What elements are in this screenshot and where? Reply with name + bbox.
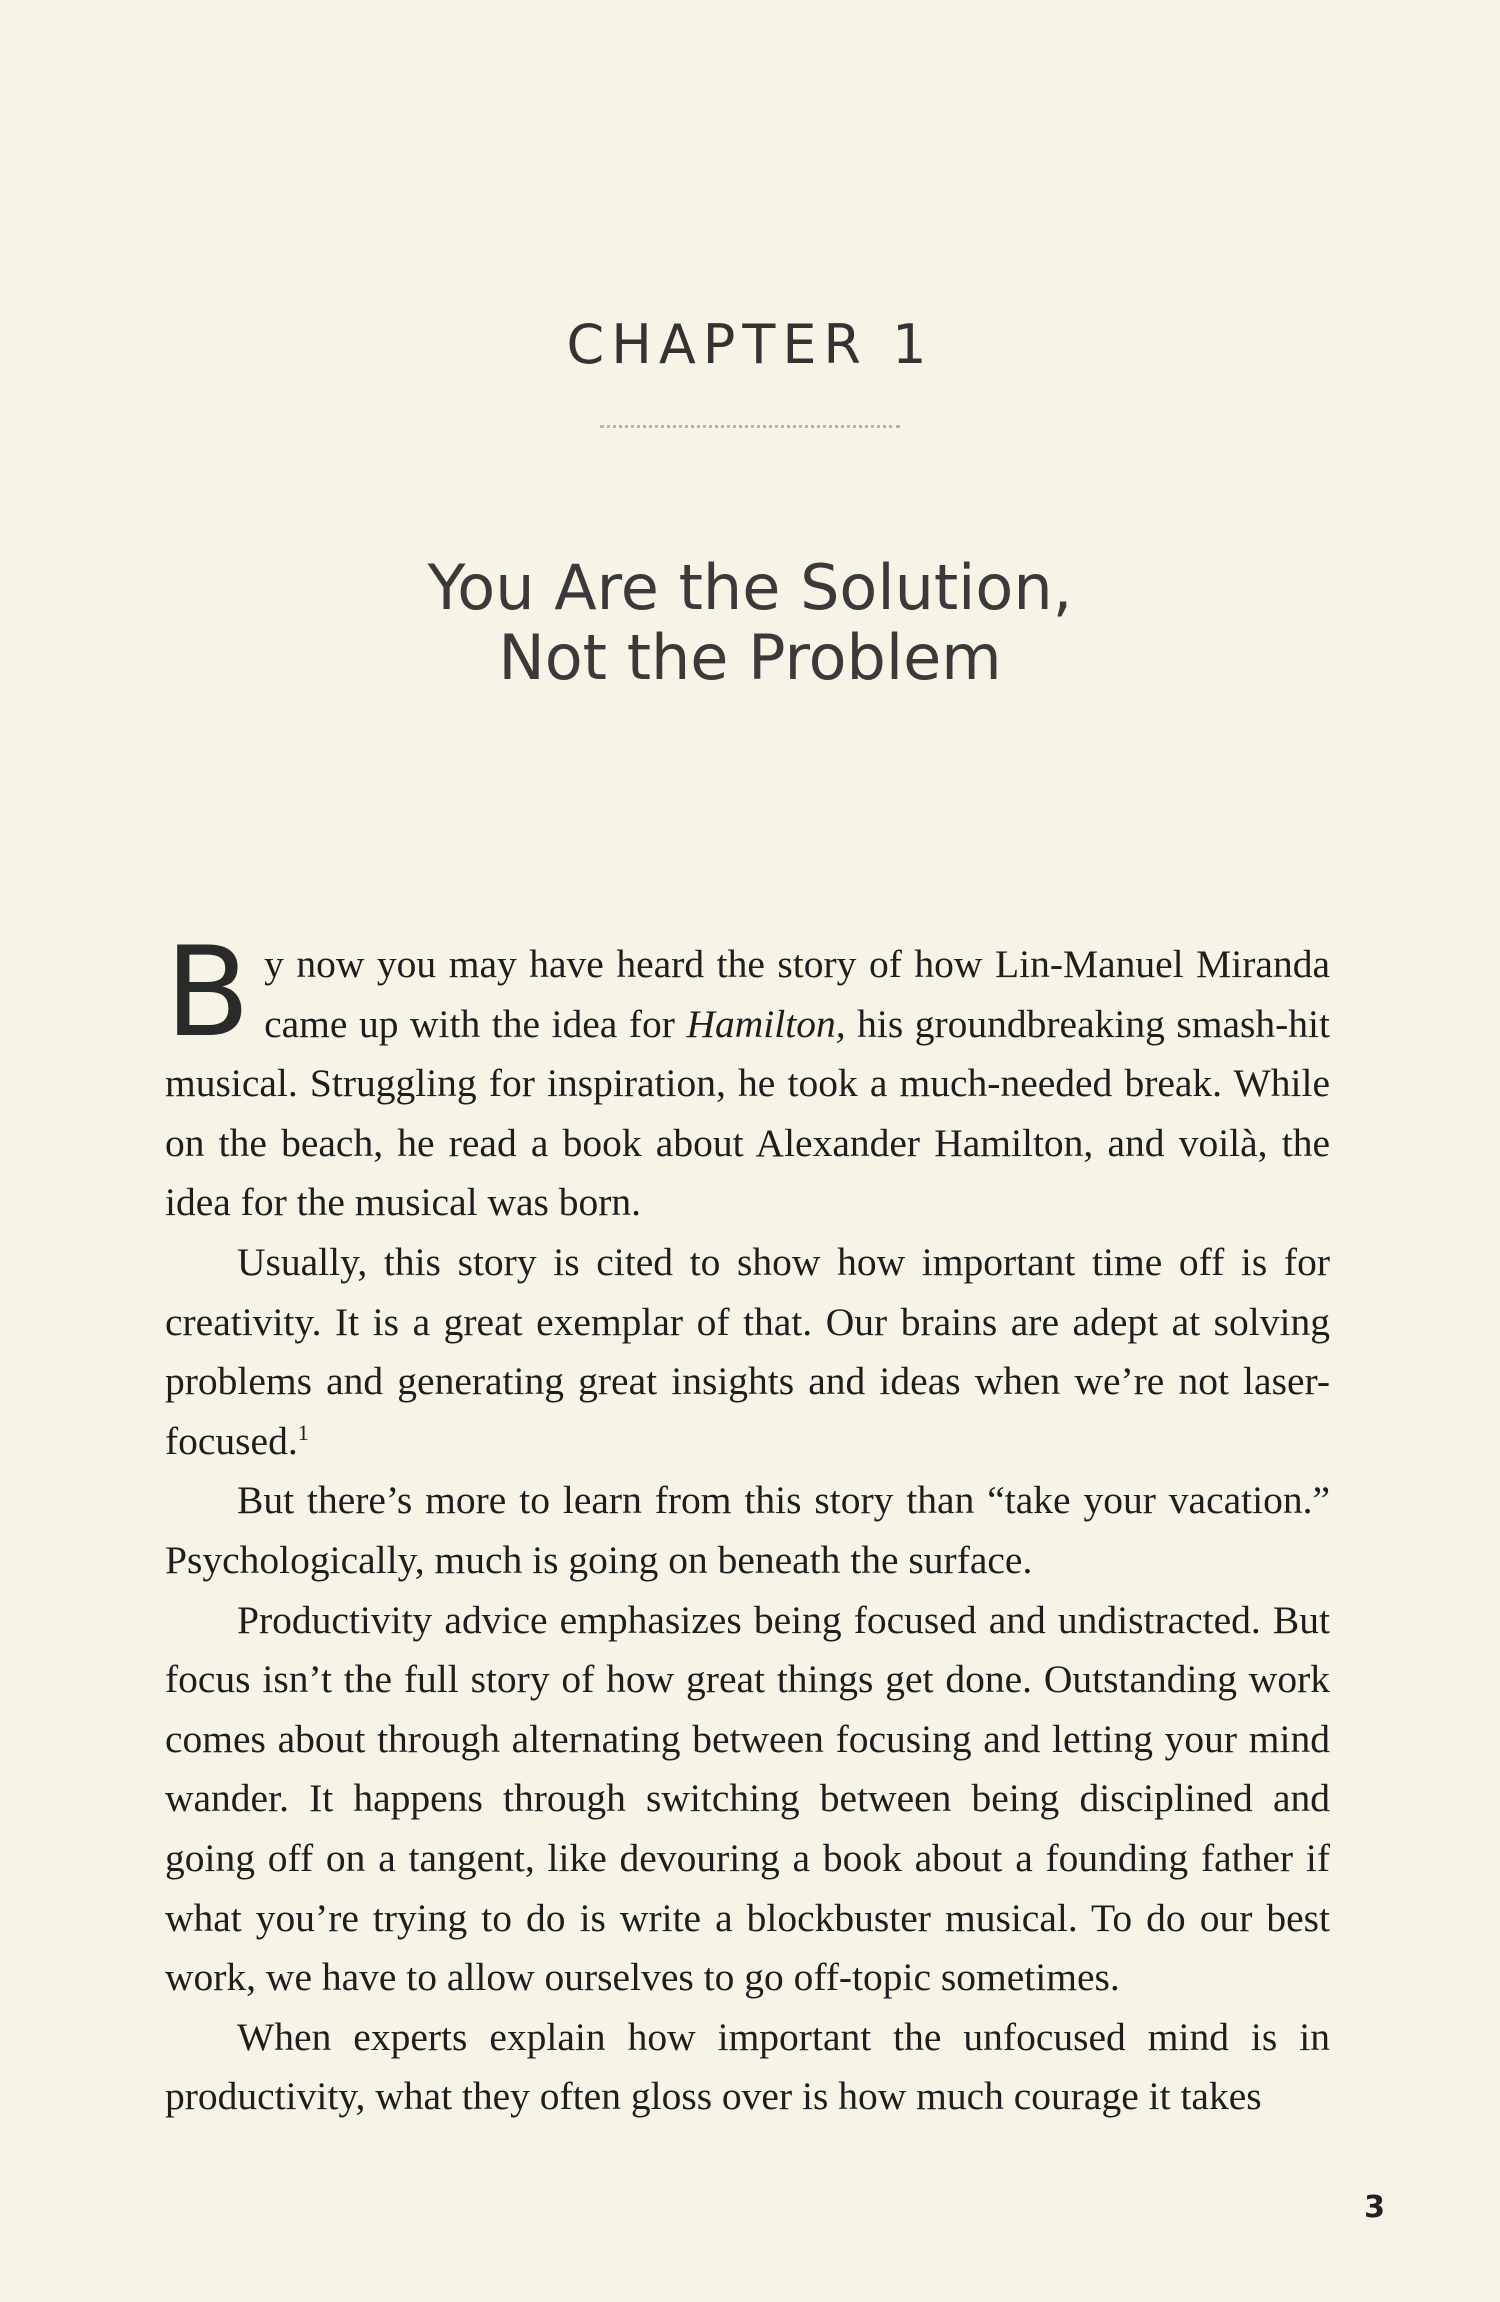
paragraph-1-text-b: his groundbreaking smash-hit musical. Struggling for inspiration, he took a much-needed break. While on the beach, he read a book about Alexander Hamilton, and voilà, the idea for the musical was born. <box>165 1001 1330 1225</box>
chapter-title-line-1: You Are the Solution, <box>427 551 1073 624</box>
drop-cap: B <box>165 921 251 1065</box>
italic-title: Hamilton, <box>686 1001 846 1046</box>
chapter-label: CHAPTER 1 <box>566 313 934 376</box>
paragraph-4: Productivity advice emphasizes being focused and undistracted. But focus isn’t the full story of how great things get done. Outstanding work comes about through alternating between focusing and letting your mind wander. It happens through switching between being disciplined and going off on a tangent, like devouring a book about a founding father if what you’re trying to do is write a blockbuster musical. To do our best work, we have to allow ourselves to go off-topic sometimes. <box>165 1597 1330 2000</box>
paragraph-1-text-a: y now you may have heard the story of how Lin-Manuel Miranda came up with the idea for <box>264 942 1330 1046</box>
paragraph-2-text: Usually, this story is cited to show how important time off is for creativity. It is a great exemplar of that. Our brains are adept at solving problems and generating great insights and ideas when we’re not laser-focused. <box>165 1239 1330 1463</box>
paragraph-3: But there’s more to learn from this story than “take your vacation.” Psychologically, much is going on beneath the surface. <box>165 1478 1330 1582</box>
footnote-reference: 1 <box>297 1419 309 1445</box>
paragraph-2 <box>165 1233 1330 1471</box>
paragraph-5: When experts explain how important the unfocused mind is in productivity, what they often gloss over is how much courage it takes <box>165 2014 1330 2119</box>
chapter-title-line-2: Not the Problem <box>498 621 1002 694</box>
page-number: 3 <box>1364 2190 1385 2225</box>
chapter-title <box>0 553 1500 693</box>
paragraph-1 <box>165 921 1330 1233</box>
body-text <box>165 921 1330 2127</box>
chapter-divider <box>600 425 900 428</box>
